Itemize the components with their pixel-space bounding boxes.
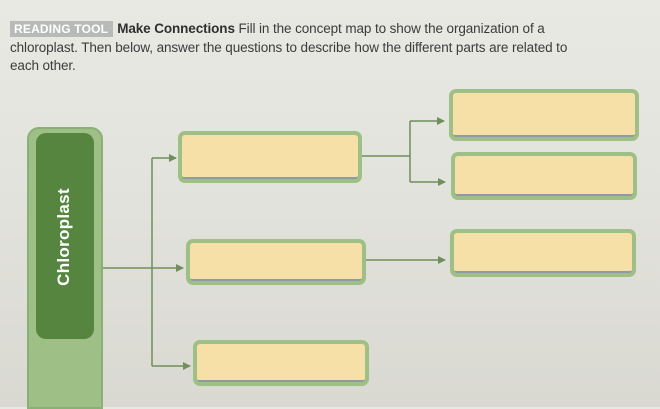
level2-box-3[interactable]	[450, 229, 636, 277]
level1-box-1[interactable]	[178, 131, 362, 183]
level2-box-2[interactable]	[451, 152, 637, 200]
answer-field[interactable]	[182, 135, 358, 179]
level2-box-1[interactable]	[449, 89, 639, 141]
answer-field[interactable]	[190, 243, 362, 281]
level1-box-2[interactable]	[186, 239, 366, 285]
level1-box-3[interactable]	[193, 340, 369, 386]
answer-field[interactable]	[455, 156, 633, 196]
answer-field[interactable]	[454, 233, 632, 273]
instructions-heading: Make Connections	[117, 21, 235, 36]
answer-field[interactable]	[197, 344, 365, 382]
answer-field[interactable]	[453, 93, 635, 137]
reading-tool-tag: READING TOOL	[10, 21, 113, 37]
instructions-body: Fill in the concept map to show the organization of a chloroplast. Then below, answer the questions to describe how the different parts are related to each other.	[10, 21, 568, 73]
